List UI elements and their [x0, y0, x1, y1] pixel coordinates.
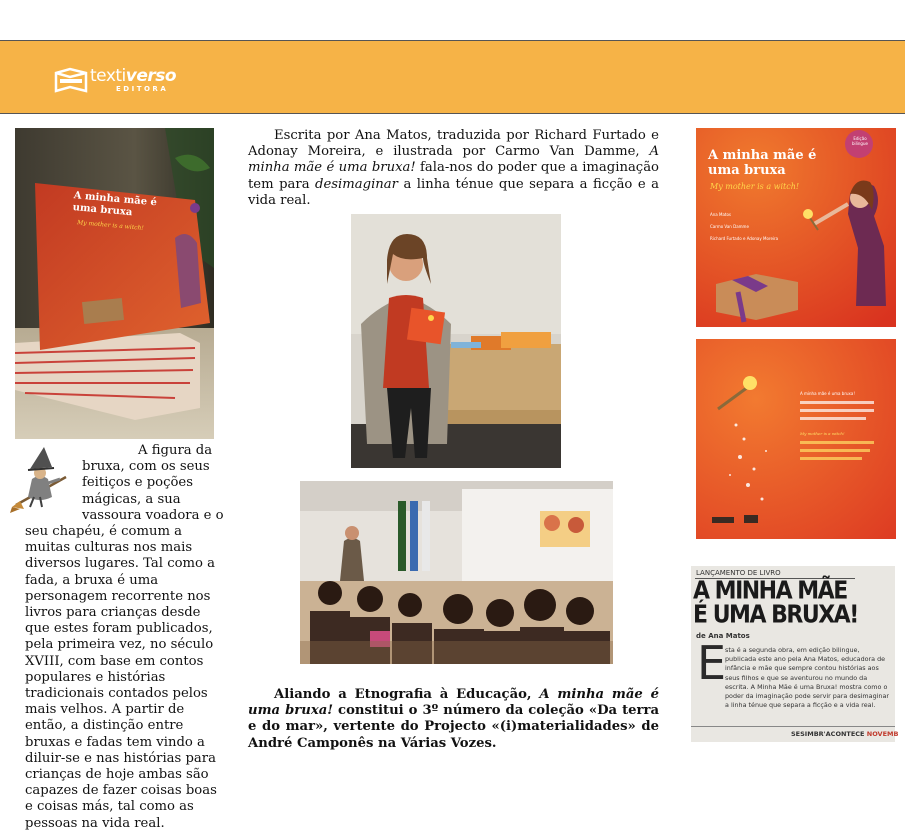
- cover-badge: Edição bilingue: [852, 136, 868, 146]
- press-headline-1: A MINHA MÃE: [693, 576, 847, 606]
- closing-paragraph: Aliando a Etnografia à Educação, A minha mãe é uma bruxa! constitui o 3º número da coleção «Da terra e do mar», vertente do Projecto «(i)materialidades» de André Camponês na Várias Vozes.: [248, 687, 659, 751]
- cover-credit-illustrator: Carmo Van Damme: [710, 224, 749, 229]
- press-body: sta é a segunda obra, em edição bilingue, publicada este ano pela Ana Matos, educadora de infância e mãe que sempre contou histórias aos seus filhos e que se aventurou no mundo da escrita. A Minha Mãe é uma Bruxa! mostra como o poder da imaginação pode servir para desimaginar a linha ténue que separa a ficção e a vida real.: [725, 646, 890, 710]
- intro-paragraph: Escrita por Ana Matos, traduzida por Richard Furtado e Adonay Moreira, e ilustrada por Carmo Van Damme, A minha mãe é uma bruxa! fala-nos do poder que a imaginação tem para desimaginar a linha ténue que separa a ficção e a vida real.: [248, 128, 659, 208]
- photo-book-stack: [15, 128, 214, 439]
- book-front-cover: [696, 128, 896, 327]
- stack-cover-subtitle: My mother is a witch!: [76, 219, 145, 232]
- left-paragraph: A figura da bruxa, com os seus feitiços e poções mágicas, a sua vassoura voadora e o seu chapéu, é comum a muitas culturas nos mais diversos lugares. Tal como a fada, a bruxa é uma personagem recorrente nos livros para crianças desde que estes foram publicados, pela primeira vez, no século XVIII, com base em contos populares e histórias tradicionais contados pelos mais velhos. A partir de então, a distinção entre bruxas e fadas tem vindo a diluir-se e nas histórias para crianças de hoje ambas são capazes de fazer coisas boas e coisas más, tal como as pessoas na vida real.: [25, 443, 224, 831]
- witch-on-broom-icon: [10, 443, 76, 519]
- cover-credit-translators: Richard Furtado e Adonay Moreira: [710, 236, 779, 241]
- logo-subtitle: EDITORA: [116, 85, 169, 93]
- publisher-logo[interactable]: [54, 66, 184, 96]
- photo-presentation-audience: [300, 481, 613, 664]
- cover-subtitle: My mother is a witch!: [710, 182, 800, 191]
- press-clipping: [691, 566, 899, 742]
- left-article-text: [25, 443, 225, 832]
- book-back-cover: [696, 339, 896, 539]
- logo-wordmark: textiverso: [90, 66, 177, 86]
- photo-author-with-book: [351, 214, 561, 468]
- press-footer-rule: [691, 726, 895, 727]
- back-cover-line-pt: A minha mãe é uma bruxa!: [800, 391, 855, 396]
- press-headline-2: É UMA BRUXA!: [693, 600, 858, 630]
- back-cover-line-en: My mother is a witch!: [800, 431, 845, 436]
- stack-cover-title: A minha mãe é uma bruxa: [72, 190, 158, 219]
- press-byline: de Ana Matos: [696, 632, 750, 640]
- press-dropcap: E: [697, 636, 727, 690]
- cover-title: A minha mãe é uma bruxa: [708, 148, 817, 178]
- book-logo-icon: [54, 67, 88, 95]
- cover-credit-author: Ana Matos: [710, 212, 731, 217]
- press-kicker: LANÇAMENTO DE LIVRO: [696, 569, 781, 577]
- press-footer: SESIMBR'ACONTECE NOVEMB: [791, 730, 899, 738]
